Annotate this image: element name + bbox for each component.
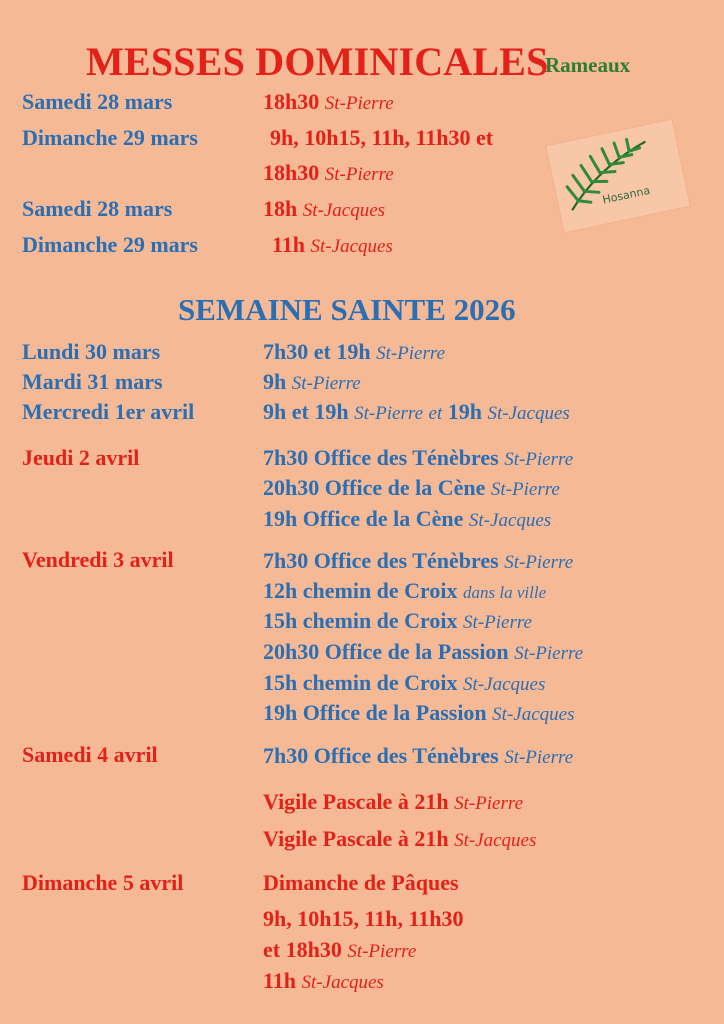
- jeudi-item-3: [263, 506, 551, 532]
- mardi-place: St-Pierre: [291, 373, 361, 394]
- hosanna-card: [545, 118, 691, 233]
- mardi-day: Mardi 31 mars: [22, 369, 163, 394]
- lundi-place: St-Pierre: [376, 343, 446, 364]
- vendredi-day: Vendredi 3 avril: [22, 547, 174, 572]
- page-title: MESSES DOMINICALES: [86, 39, 549, 84]
- dom-day-2: Dimanche 29 mars: [22, 125, 198, 150]
- vendredi-item-5: [263, 670, 545, 696]
- mercredi-day: Mercredi 1er avril: [22, 399, 195, 424]
- jeudi-item-1: [263, 445, 573, 471]
- dom-time-2: 9h, 10h15, 11h, 11h30 et: [270, 125, 494, 150]
- dom-day-1: Samedi 28 mars: [22, 89, 173, 114]
- dimanche-line-3: [263, 968, 384, 994]
- vendredi-item-4: [263, 639, 583, 665]
- dom-entry-4: [272, 232, 393, 258]
- jeudi-item-1-place: St-Pierre: [504, 449, 574, 470]
- jeudi-day: Jeudi 2 avril: [22, 445, 140, 470]
- dom-time-2b: 18h30: [263, 160, 320, 185]
- dimanche-line-2-text: et 18h30: [263, 937, 342, 962]
- samedi-item-3: [263, 826, 536, 852]
- dom-place-2: St-Pierre: [324, 164, 394, 185]
- dimanche-title: Dimanche de Pâques: [263, 870, 459, 895]
- vendredi-item-1-text: 7h30 Office des Ténèbres: [263, 548, 499, 573]
- vendredi-item-4-text: 20h30 Office de la Passion: [263, 639, 509, 664]
- mercredi-place2: St-Jacques: [487, 403, 570, 424]
- dimanche-line-3-text: 11h: [263, 968, 297, 993]
- dom-entry-2b: [263, 160, 394, 186]
- dom-entry-1: [263, 89, 394, 115]
- lundi-entry: [263, 339, 445, 365]
- section-title: SEMAINE SAINTE 2026: [178, 292, 516, 327]
- jeudi-item-1-text: 7h30 Office des Ténèbres: [263, 445, 499, 470]
- mardi-entry: [263, 369, 361, 395]
- samedi-item-1-place: St-Pierre: [504, 747, 574, 768]
- jeudi-item-2: [263, 475, 560, 501]
- mercredi-text2: 19h: [447, 399, 482, 424]
- vendredi-item-3-text: 15h chemin de Croix: [263, 608, 458, 633]
- lundi-day: Lundi 30 mars: [22, 339, 161, 364]
- samedi-item-2-text: Vigile Pascale à 21h: [263, 789, 449, 814]
- dimanche-line-2-place: St-Pierre: [347, 941, 417, 962]
- dom-place-1: St-Pierre: [324, 93, 394, 114]
- dom-time-4: 11h: [272, 232, 306, 257]
- dom-day-3: Samedi 28 mars: [22, 196, 173, 221]
- dom-entry-3: [263, 196, 385, 222]
- jeudi-item-2-place: St-Pierre: [490, 479, 560, 500]
- mercredi-text: 9h et 19h: [263, 399, 349, 424]
- vendredi-item-3-place: St-Pierre: [463, 612, 532, 633]
- samedi-day: Samedi 4 avril: [22, 742, 158, 767]
- lundi-text: 7h30 et 19h: [263, 339, 371, 364]
- vendredi-item-6-text: 19h Office de la Passion: [263, 700, 487, 725]
- vendredi-item-5-text: 15h chemin de Croix: [263, 670, 458, 695]
- dom-place-3: St-Jacques: [302, 200, 386, 221]
- vendredi-item-1-place: St-Pierre: [504, 552, 574, 573]
- vendredi-item-6-place: St-Jacques: [492, 704, 575, 725]
- vendredi-item-3: [263, 608, 532, 634]
- dom-time-1: 18h30: [263, 89, 320, 114]
- vendredi-item-2-place: dans la ville: [463, 583, 547, 602]
- samedi-item-2-place: St-Pierre: [454, 793, 524, 814]
- samedi-item-3-text: Vigile Pascale à 21h: [263, 826, 449, 851]
- dimanche-line-3-place: St-Jacques: [301, 972, 384, 993]
- vendredi-item-2: [263, 578, 546, 604]
- vendredi-item-6: [263, 700, 574, 726]
- page-subtitle: Rameaux: [545, 53, 631, 77]
- vendredi-item-1: [263, 548, 573, 574]
- mardi-text: 9h: [263, 369, 287, 394]
- vendredi-item-2-text: 12h chemin de Croix: [263, 578, 458, 603]
- jeudi-item-3-place: St-Jacques: [468, 510, 552, 531]
- dimanche-line-1: 9h, 10h15, 11h, 11h30: [263, 906, 464, 931]
- samedi-item-3-place: St-Jacques: [454, 830, 537, 851]
- mercredi-place: St-Pierre: [354, 403, 424, 424]
- samedi-item-1: [263, 743, 573, 769]
- jeudi-item-2-text: 20h30 Office de la Cène: [263, 475, 486, 500]
- jeudi-item-3-text: 19h Office de la Cène: [263, 506, 464, 531]
- hosanna-label: Hosanna: [601, 183, 652, 207]
- vendredi-item-5-place: St-Jacques: [463, 674, 546, 695]
- vendredi-item-4-place: St-Pierre: [514, 643, 584, 664]
- dimanche-line-2: [263, 937, 416, 963]
- dimanche-day: Dimanche 5 avril: [22, 870, 184, 895]
- mercredi-entry: [263, 399, 570, 425]
- dom-time-3: 18h: [263, 196, 298, 221]
- mercredi-conj: et: [428, 403, 443, 424]
- samedi-item-2: [263, 789, 523, 815]
- dom-place-4: St-Jacques: [310, 236, 393, 257]
- dom-day-4: Dimanche 29 mars: [22, 232, 198, 257]
- samedi-item-1-text: 7h30 Office des Ténèbres: [263, 743, 499, 768]
